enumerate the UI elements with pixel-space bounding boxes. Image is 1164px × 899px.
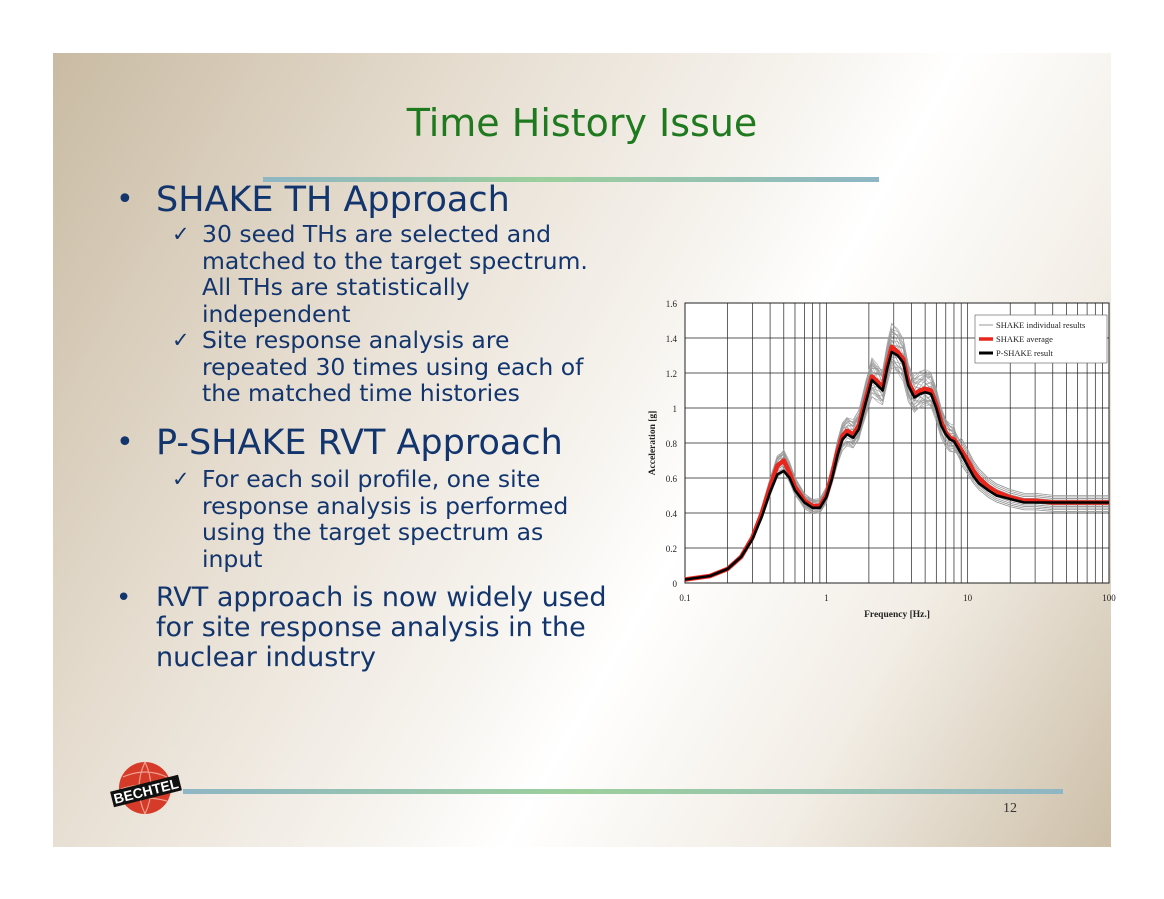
text-line: All THs are statistically (202, 273, 470, 301)
y-tick-label: 0.8 (665, 439, 677, 449)
y-tick-label: 0.4 (665, 509, 677, 519)
legend-label: P-SHAKE result (996, 348, 1053, 358)
text-line: nuclear industry (156, 642, 377, 673)
y-tick-label: 1.6 (665, 299, 677, 309)
y-tick-label: 0 (672, 579, 677, 589)
bullet-dot: • (116, 182, 134, 217)
x-tick-label: 10 (963, 593, 973, 603)
text-line: the matched time histories (202, 379, 520, 407)
sub-bullet-seed-ths (172, 220, 588, 328)
text-line: RVT approach is now widely used (156, 582, 607, 613)
legend-label: SHAKE individual results (996, 320, 1086, 330)
bullet-dot: • (116, 583, 132, 613)
x-axis-label: Frequency [Hz.] (864, 610, 930, 620)
text-line: Site response analysis are (202, 326, 510, 354)
text-line: repeated 30 times using each of (202, 352, 584, 381)
bullet-pshake-rvt (116, 423, 563, 463)
y-tick-label: 0.2 (665, 544, 677, 554)
y-tick-label: 1 (672, 404, 677, 414)
x-tick-label: 1 (824, 593, 829, 603)
text-line: For each soil profile, one site (202, 465, 541, 493)
checkmark-icon: ✓ (172, 222, 190, 246)
slide-title: Time History Issue (406, 101, 758, 145)
bullet-rvt-widely-used (116, 582, 607, 673)
text-line: 30 seed THs are selected and (202, 220, 552, 248)
checkmark-icon: ✓ (172, 467, 190, 491)
bechtel-logo (109, 759, 183, 819)
sub-bullet-site-response (172, 326, 584, 407)
text-line: independent (202, 299, 351, 328)
text-line: input (202, 544, 263, 573)
footer-divider (183, 789, 1063, 794)
y-tick-label: 0.6 (665, 474, 677, 484)
sub-bullet-soil-profile (172, 465, 569, 573)
x-tick-label: 0.1 (679, 593, 691, 603)
text-line: using the target spectrum as (202, 518, 544, 546)
y-axis-label: Acceleration [g] (648, 410, 658, 476)
bullet-text: SHAKE TH Approach (156, 180, 510, 220)
text-line: for site response analysis in the (156, 612, 586, 643)
text-line: matched to the target spectrum. (202, 246, 588, 275)
response-spectrum-chart (593, 293, 1116, 633)
text-line: response analysis is performed (202, 491, 569, 520)
legend-label: SHAKE average (996, 334, 1053, 344)
y-tick-label: 1.4 (665, 334, 677, 344)
bullet-shake-th (116, 180, 510, 220)
checkmark-icon: ✓ (172, 328, 190, 352)
bullet-dot: • (116, 425, 134, 460)
y-tick-label: 1.2 (665, 369, 677, 379)
x-tick-label: 100 (1102, 593, 1116, 603)
bullet-text: P-SHAKE RVT Approach (156, 423, 563, 463)
logo-text: BECHTEL (111, 775, 181, 807)
page-number: 12 (1003, 801, 1017, 816)
slide (53, 53, 1116, 847)
